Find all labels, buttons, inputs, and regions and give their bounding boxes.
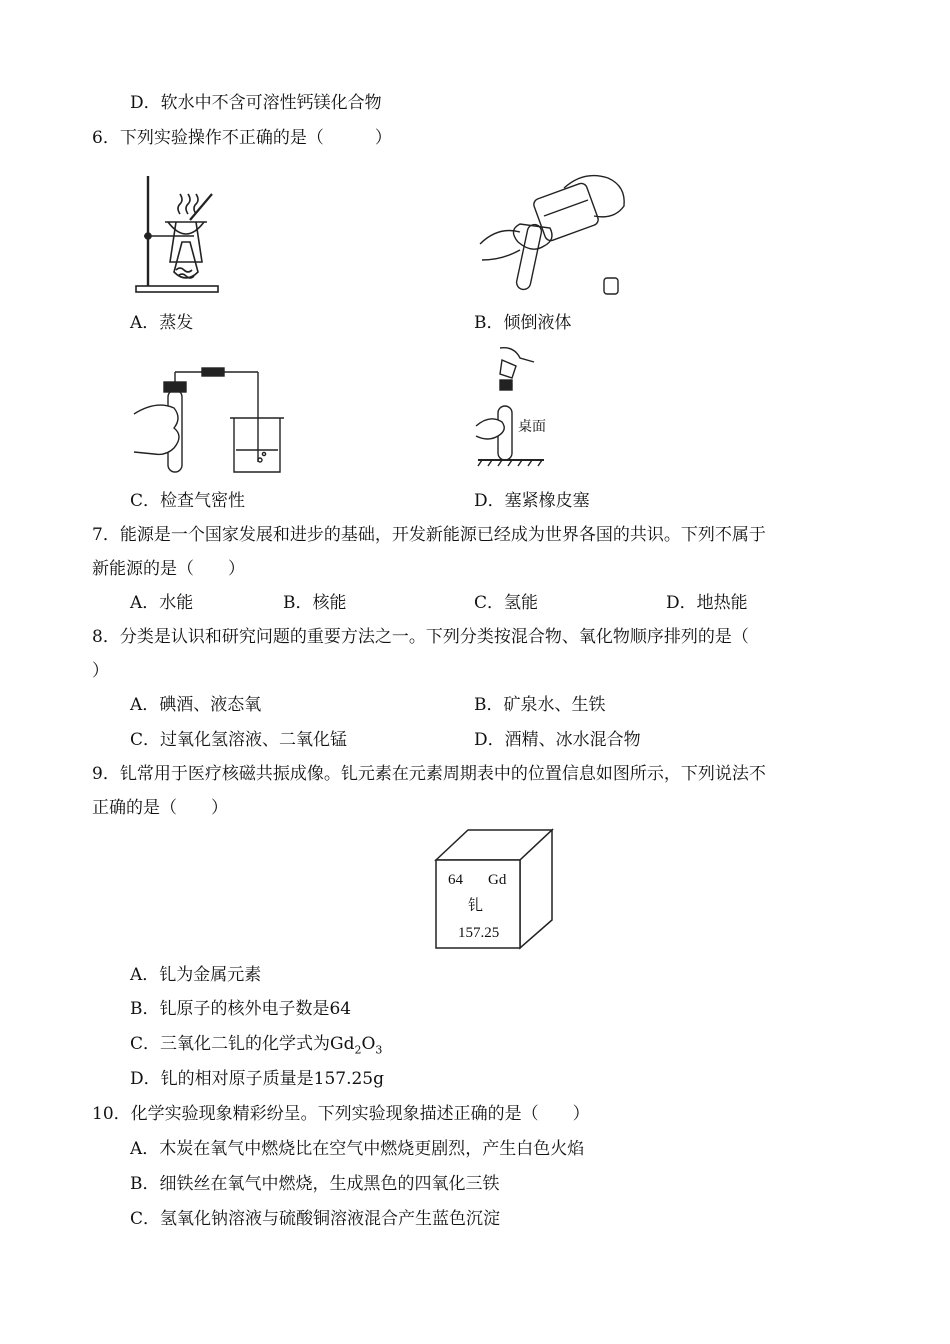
q9-stem-line1: 9．钆常用于医疗核磁共振成像。钆元素在元素周期表中的位置信息如图所示，下列说法不: [92, 764, 766, 784]
q7-stem-line2: 新能源的是（ ）: [92, 559, 245, 579]
q9-option-b: B．钆原子的核外电子数是64: [130, 999, 352, 1019]
q9-option-c-sub2: 3: [375, 1043, 383, 1057]
element-name: 钆: [468, 898, 484, 914]
element-atomic-mass: 157.25: [458, 925, 500, 941]
q8-option-d: D．酒精、冰水混合物: [474, 730, 641, 750]
q7-option-d: D．地热能: [666, 593, 748, 613]
q8-stem-line1: 8．分类是认识和研究问题的重要方法之一。下列分类按混合物、氧化物顺序排列的是（: [92, 627, 749, 647]
airtightness-check-figure: [132, 362, 292, 478]
q6-option-a: A．蒸发: [130, 313, 194, 333]
periodic-table-gd-card: [430, 826, 556, 952]
q6-option-b: B．倾倒液体: [474, 313, 572, 333]
q7-option-a: A．水能: [130, 593, 194, 613]
element-atomic-number: 64: [448, 872, 463, 888]
q6-option-d: D．塞紧橡皮塞: [474, 491, 590, 511]
desk-surface-label: 桌面: [518, 419, 546, 435]
q8-stem-line2: ）: [92, 661, 109, 681]
q10-stem: 10．化学实验现象精彩纷呈。下列实验现象描述正确的是（ ）: [92, 1104, 590, 1124]
q9-option-c-mid: O: [361, 1034, 376, 1054]
q7-option-c: C．氢能: [474, 593, 539, 613]
element-symbol: Gd: [488, 872, 507, 888]
evaporation-figure: [132, 172, 222, 296]
q6-option-c: C．检查气密性: [130, 491, 246, 511]
q9-stem-line2: 正确的是（ ）: [92, 798, 228, 818]
q9-option-d: D．钆的相对原子质量是157.25g: [130, 1069, 384, 1089]
q9-option-a: A．钆为金属元素: [130, 965, 262, 985]
q6-stem: 6．下列实验操作不正确的是（ ）: [92, 128, 392, 148]
q9-option-c: [130, 1033, 382, 1061]
q8-option-b: B．矿泉水、生铁: [474, 695, 606, 715]
q10-option-c: C．氢氧化钠溶液与硫酸铜溶液混合产生蓝色沉淀: [130, 1209, 501, 1229]
rubber-stopper-figure: [474, 346, 546, 468]
q8-option-c: C．过氧化氢溶液、二氧化锰: [130, 730, 348, 750]
q8-option-a: A．碘酒、液态氧: [130, 695, 262, 715]
q5-option-d: D．软水中不含可溶性钙镁化合物: [130, 93, 382, 113]
q7-stem-line1: 7．能源是一个国家发展和进步的基础，开发新能源已经成为世界各国的共识。下列不属于: [92, 525, 766, 545]
q7-option-b: B．核能: [283, 593, 347, 613]
pouring-liquid-figure: [478, 160, 636, 302]
q9-option-c-text: C．三氧化二钆的化学式为Gd: [130, 1034, 355, 1054]
q10-option-b: B．细铁丝在氧气中燃烧，生成黑色的四氧化三铁: [130, 1174, 500, 1194]
q9-option-c-sub1: 2: [354, 1043, 362, 1057]
q10-option-a: A．木炭在氧气中燃烧比在空气中燃烧更剧烈，产生白色火焰: [130, 1139, 585, 1159]
